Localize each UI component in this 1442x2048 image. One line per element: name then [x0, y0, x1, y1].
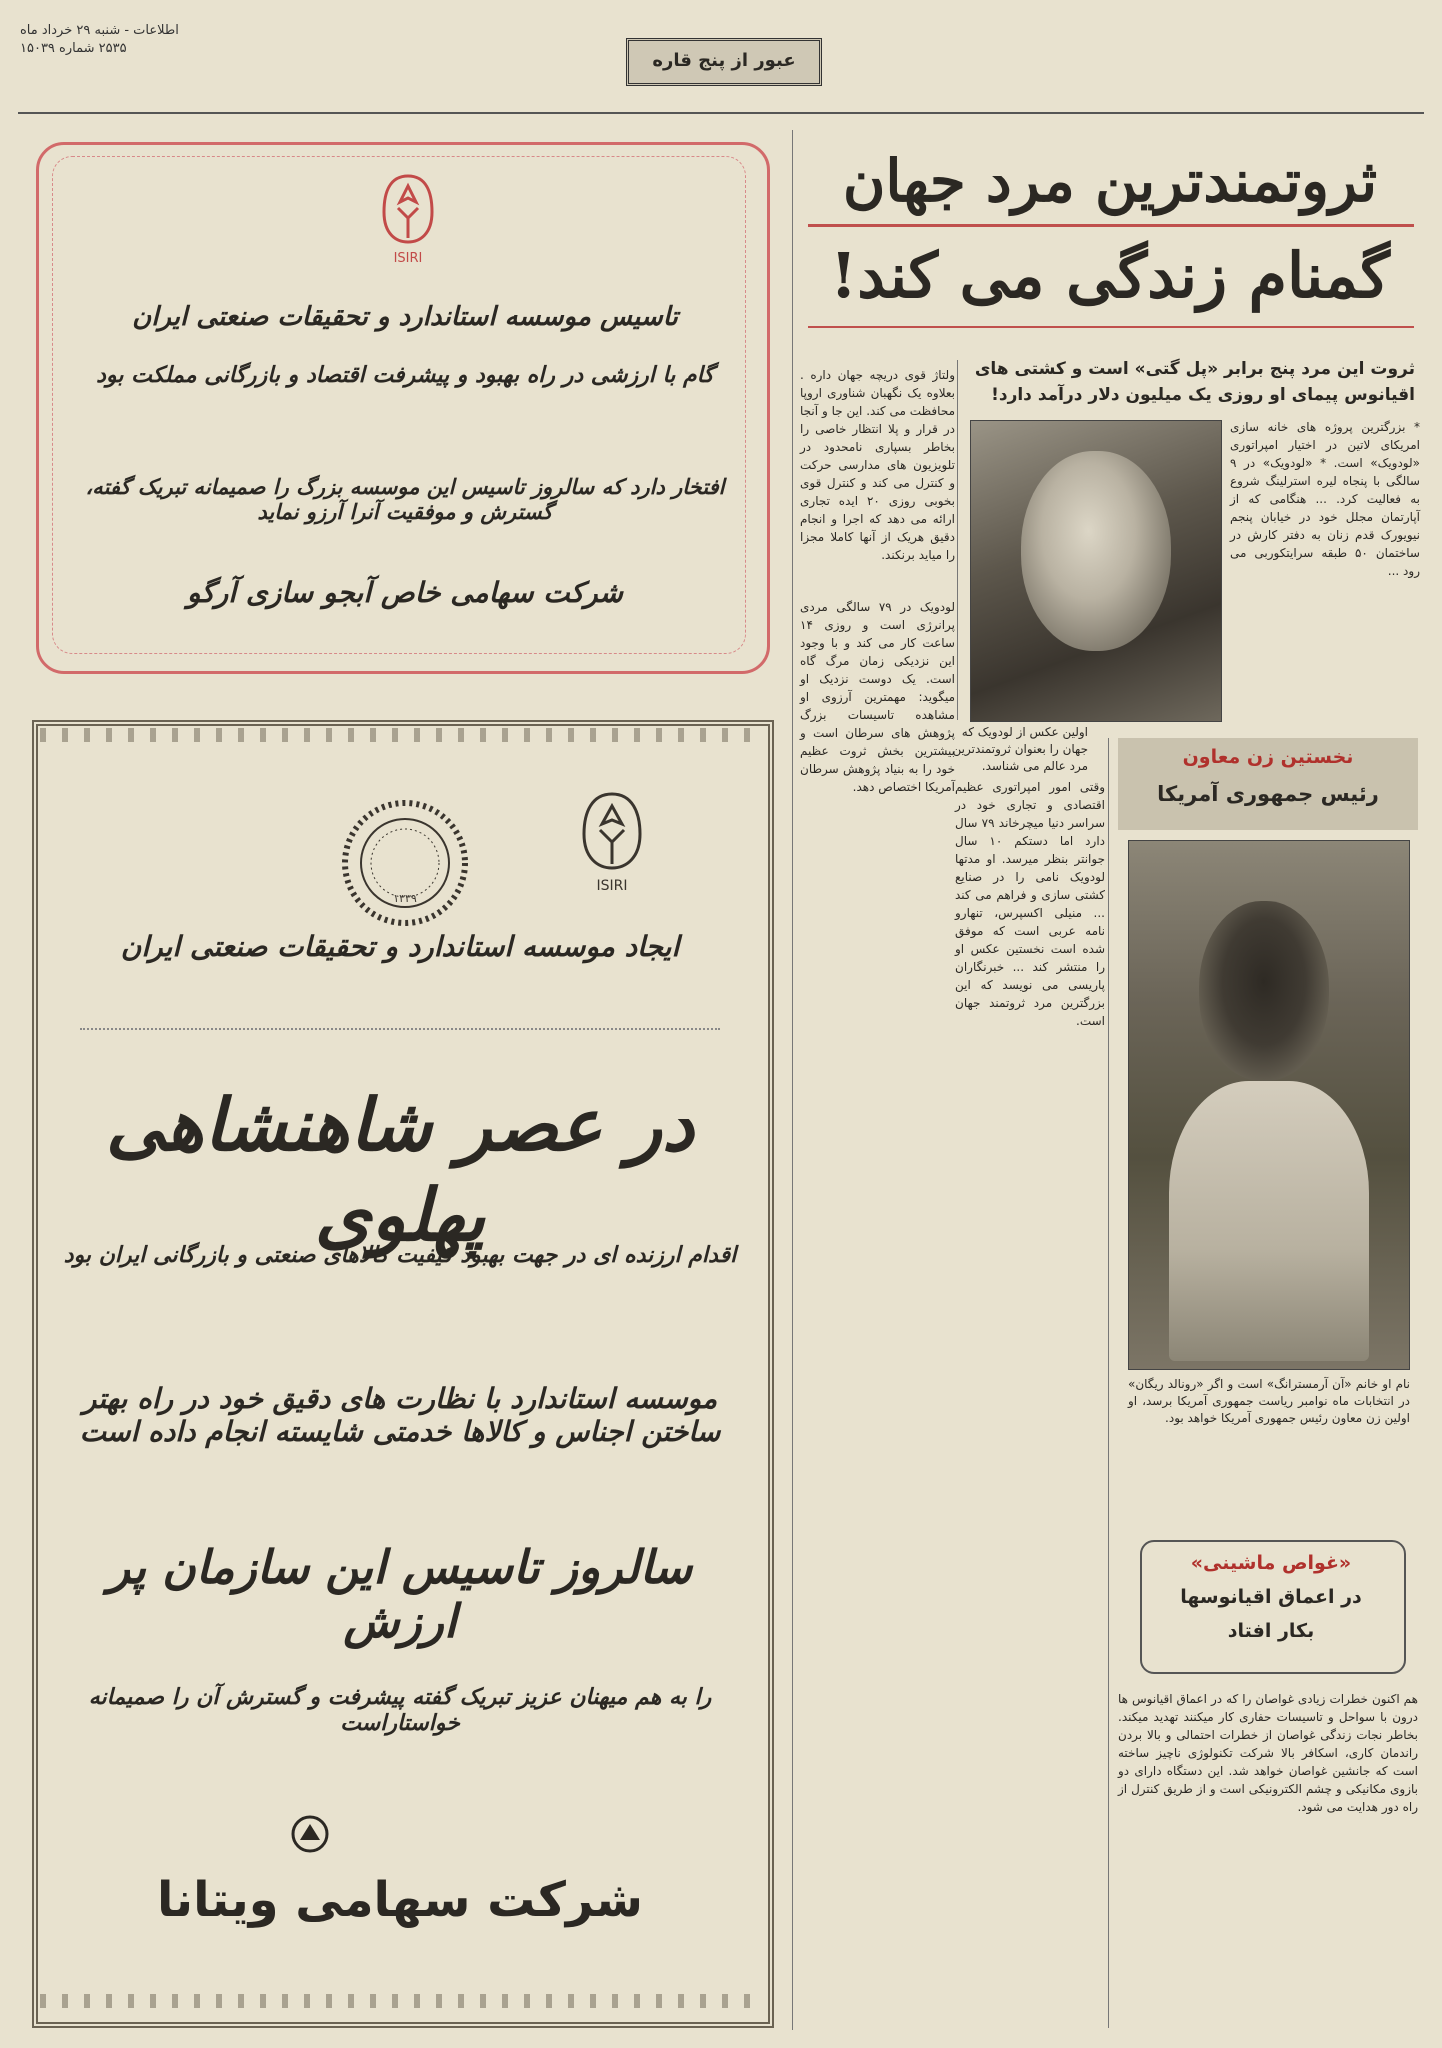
sidebar2-title-line-2: در اعماق اقیانوسها	[1180, 1586, 1362, 1608]
article-bullets: * بزرگترین پروژه های خانه سازی امریکای لاتین در اختیار امپراتوری «لودویک» است. * «لودویک» در ۹ سالگی با پنجاه لیره استرلینگ شروع به فعالیت کرد. ... هنگامی که از آپارتمان مجلل خود در خیابان پنجم نیویورک قدم زنان به دفتر کارش در ساختمان ۵۰ طبقه سرایتکوربی می رود ...	[1230, 420, 1420, 578]
sidebar2-title-line-1: «غواص ماشینی»	[1190, 1552, 1352, 1574]
portrait-face	[1021, 451, 1171, 651]
ad-vitana-ornament-top	[40, 728, 754, 742]
ad-vitana-line-6: را به هم میهنان عزیز تبریک گفته پیشرفت و گسترش آن را صمیمانه خواستاراست	[88, 1684, 712, 1736]
portrait-face	[1199, 901, 1329, 1081]
section-title: عبور از پنج قاره	[626, 38, 822, 86]
headline-line-1: ثروتمندترین مرد جهان	[842, 147, 1378, 215]
headline-divider	[808, 224, 1414, 227]
headline-line-2: گمنام زندگی می کند!	[830, 239, 1390, 312]
issue-date: اطلاعات - شنبه ۲۹ خرداد ماه	[20, 23, 179, 38]
article-lead	[960, 356, 1415, 408]
column-divider	[1108, 738, 1109, 2028]
lead-line-1: ثروت این مرد پنج برابر «پل گتی» است و کشتی های	[974, 359, 1415, 379]
ad-vitana-ornament-bottom	[40, 1994, 754, 2008]
ad-vitana-line-4: موسسه استاندارد با نظارت های دقیق خود در راه بهتر ساختن اجناس و کالاها خدمتی شایسته انجام داده است	[79, 1382, 721, 1448]
royal-seal-year: ۱۳۳۹	[393, 892, 417, 905]
column-divider	[957, 360, 958, 720]
isiri-logo-icon	[380, 172, 436, 272]
isiri-logo-icon	[580, 790, 644, 900]
headline-underline	[808, 326, 1414, 328]
sidebar2-title-line-3: بکار افتاد	[1227, 1620, 1315, 1642]
sidebar2-body: هم اکنون خطرات زیادی غواصان را که در اعماق اقیانوس ها درون با سواحل و تاسیسات حفاری کار میکنند تهدید میکند. بخاطر نجات زندگی غواصان از خطرات احتمالی و بالا بردن راندمان کاری، اسکافر بالا شرکت تکنولوژی ناچیز ساخته است که جانشین غواصان خواهد شد. این دستگاه دارای دو بازوی مکانیکی و چشم الکترونیکی است و از طریق کنترل از راه دور هدایت می شود.	[1118, 1692, 1418, 1814]
ad-argo-line-1: تاسیس موسسه استاندارد و تحقیقات صنعتی ایران	[132, 302, 678, 332]
ad-vitana-headline: در عصر شاهنشاهی پهلوی	[105, 1082, 695, 1257]
sidebar-photo-caption: نام او خانم «آن آرمسترانگ» است و اگر «رونالد ریگان» در انتخابات ماه نوامبر ریاست جمهوری آمریکا برسد، او اولین زن معاون رئیس جمهوری آمریکا خواهد بود.	[1128, 1377, 1410, 1425]
ad-argo-line-2: گام با ارزشی در راه بهبود و پیشرفت اقتصاد و بازرگانی مملکت بود	[96, 362, 714, 388]
article-column-middle: وقتی امور امپراتوری عظیم اقتصادی و تجاری خود در سراسر دنیا میچرخاند ۷۹ سال دارد اما دستکم ۱۰ سال جوانتر بنظر میرسد. او مدتها لودویک نامی را در صنایع کشتی سازی و فراهم می کند ... منیلی اکسپرس، تنهارو نامه عربی است که موفق شده است نخستین عکس او را منتشر کند ... خبرنگاران پاریسی می نویسد که این بزرگترین مرد ثروتمند جهان است.	[955, 780, 1106, 1028]
ad-vitana-dotted-rule	[80, 1028, 720, 1033]
header-rule	[18, 112, 1424, 114]
ad-vitana-line-3: اقدام ارزنده ای در جهت بهبود کیفیت کالاهای صنعتی و بازرگانی ایران بود	[63, 1242, 737, 1268]
article-column-lower: لودویک در ۷۹ سالگی مردی پرانرژی است و روزی ۱۴ ساعت کار می کند و با وجود این نزدیکی زمان مرگ گاه است. یک دوست نزدیک او میگوید: مهمترین آرزوی او مشاهده تاسیسات بزرگ پژوهش های سرطان است و بیشترین بخش ثروت عظیم خود را به بنیاد پژوهش سرطان آمریکا اختصاص دهد.	[800, 600, 955, 794]
ad-argo-line-3: افتخار دارد که سالروز تاسیس این موسسه بزرگ را صمیمانه تبریک گفته، گسترش و موفقیت آنرا آرزو نماید	[85, 474, 725, 524]
portrait-photo-ludwig	[970, 420, 1222, 722]
ad-vitana-company: شرکت سهامی ویتانا	[157, 1872, 643, 1928]
isiri-logo-text: ISIRI	[596, 878, 628, 894]
column-divider	[792, 130, 793, 2030]
ad-argo-company: شرکت سهامی خاص آبجو سازی آرگو	[186, 576, 624, 609]
isiri-logo-text: ISIRI	[393, 251, 423, 266]
ad-vitana-line-5: سالروز تاسیس این سازمان پر ارزش	[107, 1540, 693, 1648]
article-column-upper: ولتاژ قوی دریچه جهان داره . بعلاوه یک نگهبان شناوری اروپا محافظت می کند. این جا و آنجا در قرار و پلا انتظار خاصی را بخاطر بسپاری نامحدود در تلویزیون های مدارسی حرکت و کنترل می کند و کنترل قوی بخوبی روزی ۲۰ ایده تجاری ارائه می دهد که اجرا و انجام دقیق هریک از آنها کاملا مجزا را میاید برنکند.	[800, 368, 955, 562]
royal-seal-icon	[340, 798, 470, 928]
lead-line-2: اقیانوس پیمای او روزی یک میلیون دلار درآمد دارد!	[991, 385, 1415, 405]
vitana-emblem-icon	[290, 1814, 330, 1854]
issue-number: ۲۵۳۵ شماره ۱۵۰۳۹	[20, 41, 127, 56]
portrait-photo-woman	[1128, 840, 1410, 1370]
portrait-caption: اولین عکس از لودویک که جهان را بعنوان ثروتمندترین مرد عالم می شناسد.	[952, 725, 1088, 773]
ad-vitana-line-1: ایجاد موسسه استاندارد و تحقیقات صنعتی ایران	[120, 930, 680, 963]
portrait-body	[1169, 1081, 1369, 1361]
sidebar-title-line-2: رئیس جمهوری آمریکا	[1157, 782, 1379, 806]
issue-info	[20, 22, 220, 58]
sidebar-title-line-1: نخستین زن معاون	[1182, 746, 1354, 768]
